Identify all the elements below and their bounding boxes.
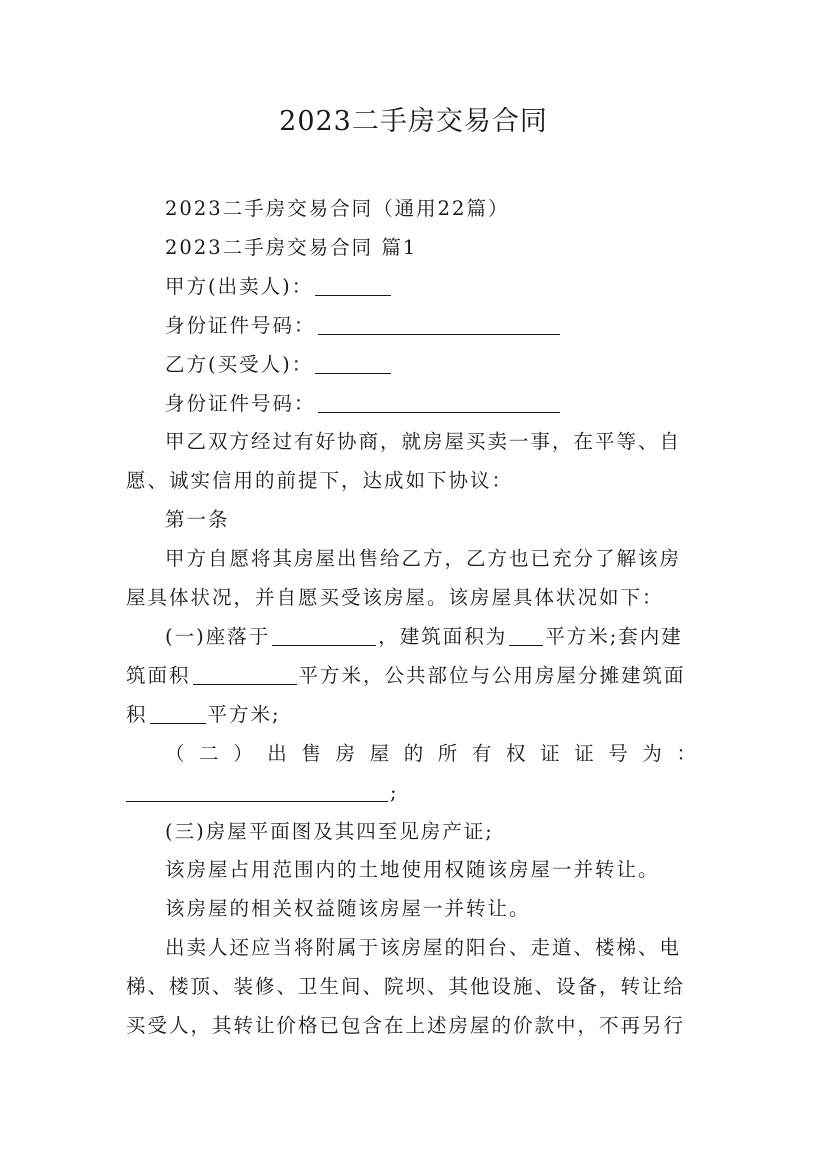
document-title: 2023二手房交易合同 — [279, 106, 548, 137]
item-2-label: （二）出售房屋的所有权证证号为： — [165, 741, 702, 765]
article-1-heading: 第一条 — [165, 508, 230, 532]
seller-label: 甲方(出卖人)： — [165, 274, 314, 298]
buyer-id-blank — [318, 390, 560, 412]
fixtures-paragraph: 出卖人还应当将附属于该房屋的阳台、走道、楼梯、电梯、楼顶、装修、卫生间、院坝、其他设施、设备，转让给买受人，其转让价格已包含在上述房屋的价款中，不再另行 — [126, 936, 686, 1038]
item-2-blank-line — [126, 774, 702, 813]
item-2-end: ; — [390, 780, 399, 804]
shared-area-blank — [150, 701, 206, 723]
document-body — [126, 190, 702, 1046]
buyer-line — [126, 346, 702, 385]
inner-area-blank — [193, 662, 297, 684]
area-blank — [509, 624, 543, 646]
rights-transfer-paragraph: 该房屋的相关权益随该房屋一并转让。 — [165, 897, 531, 921]
land-transfer-paragraph: 该房屋占用范围内的土地使用权随该房屋一并转让。 — [165, 858, 660, 882]
item-1-area-label: ，建筑面积为 — [378, 624, 508, 648]
location-blank — [272, 624, 376, 646]
seller-id-blank — [318, 312, 560, 334]
item-1-end: 平方米; — [207, 702, 281, 726]
certificate-number-blank — [126, 779, 388, 801]
buyer-label: 乙方(买受人)： — [165, 352, 314, 376]
seller-line — [126, 268, 702, 307]
section-heading: 2023二手房交易合同 篇1 — [165, 235, 418, 259]
document-subtitle: 2023二手房交易合同（通用22篇） — [165, 197, 510, 220]
seller-name-blank — [315, 273, 391, 295]
item-1-location-label: (一)座落于 — [165, 624, 271, 648]
buyer-name-blank — [315, 351, 391, 373]
buyer-id-line — [126, 385, 702, 424]
item-1-inner-area-label: 平方米;套内建筑面积 — [126, 624, 683, 687]
item-1-paragraph — [126, 618, 702, 735]
intro-paragraph: 甲乙双方经过有好协商，就房屋买卖一事，在平等、自愿、诚实信用的前提下，达成如下协议： — [126, 430, 682, 493]
buyer-id-label: 身份证件号码： — [165, 391, 316, 415]
seller-id-line — [126, 307, 702, 346]
item-1-shared-area-label: 平方米，公共部位与公用房屋分摊建筑面积 — [126, 663, 686, 726]
article-1-paragraph: 甲方自愿将其房屋出售给乙方，乙方也已充分了解该房屋具体状况，并自愿买受该房屋。该房屋具体状况如下： — [126, 547, 682, 610]
seller-id-label: 身份证件号码： — [165, 313, 316, 337]
item-3-paragraph: (三)房屋平面图及其四至见房产证; — [165, 819, 494, 843]
